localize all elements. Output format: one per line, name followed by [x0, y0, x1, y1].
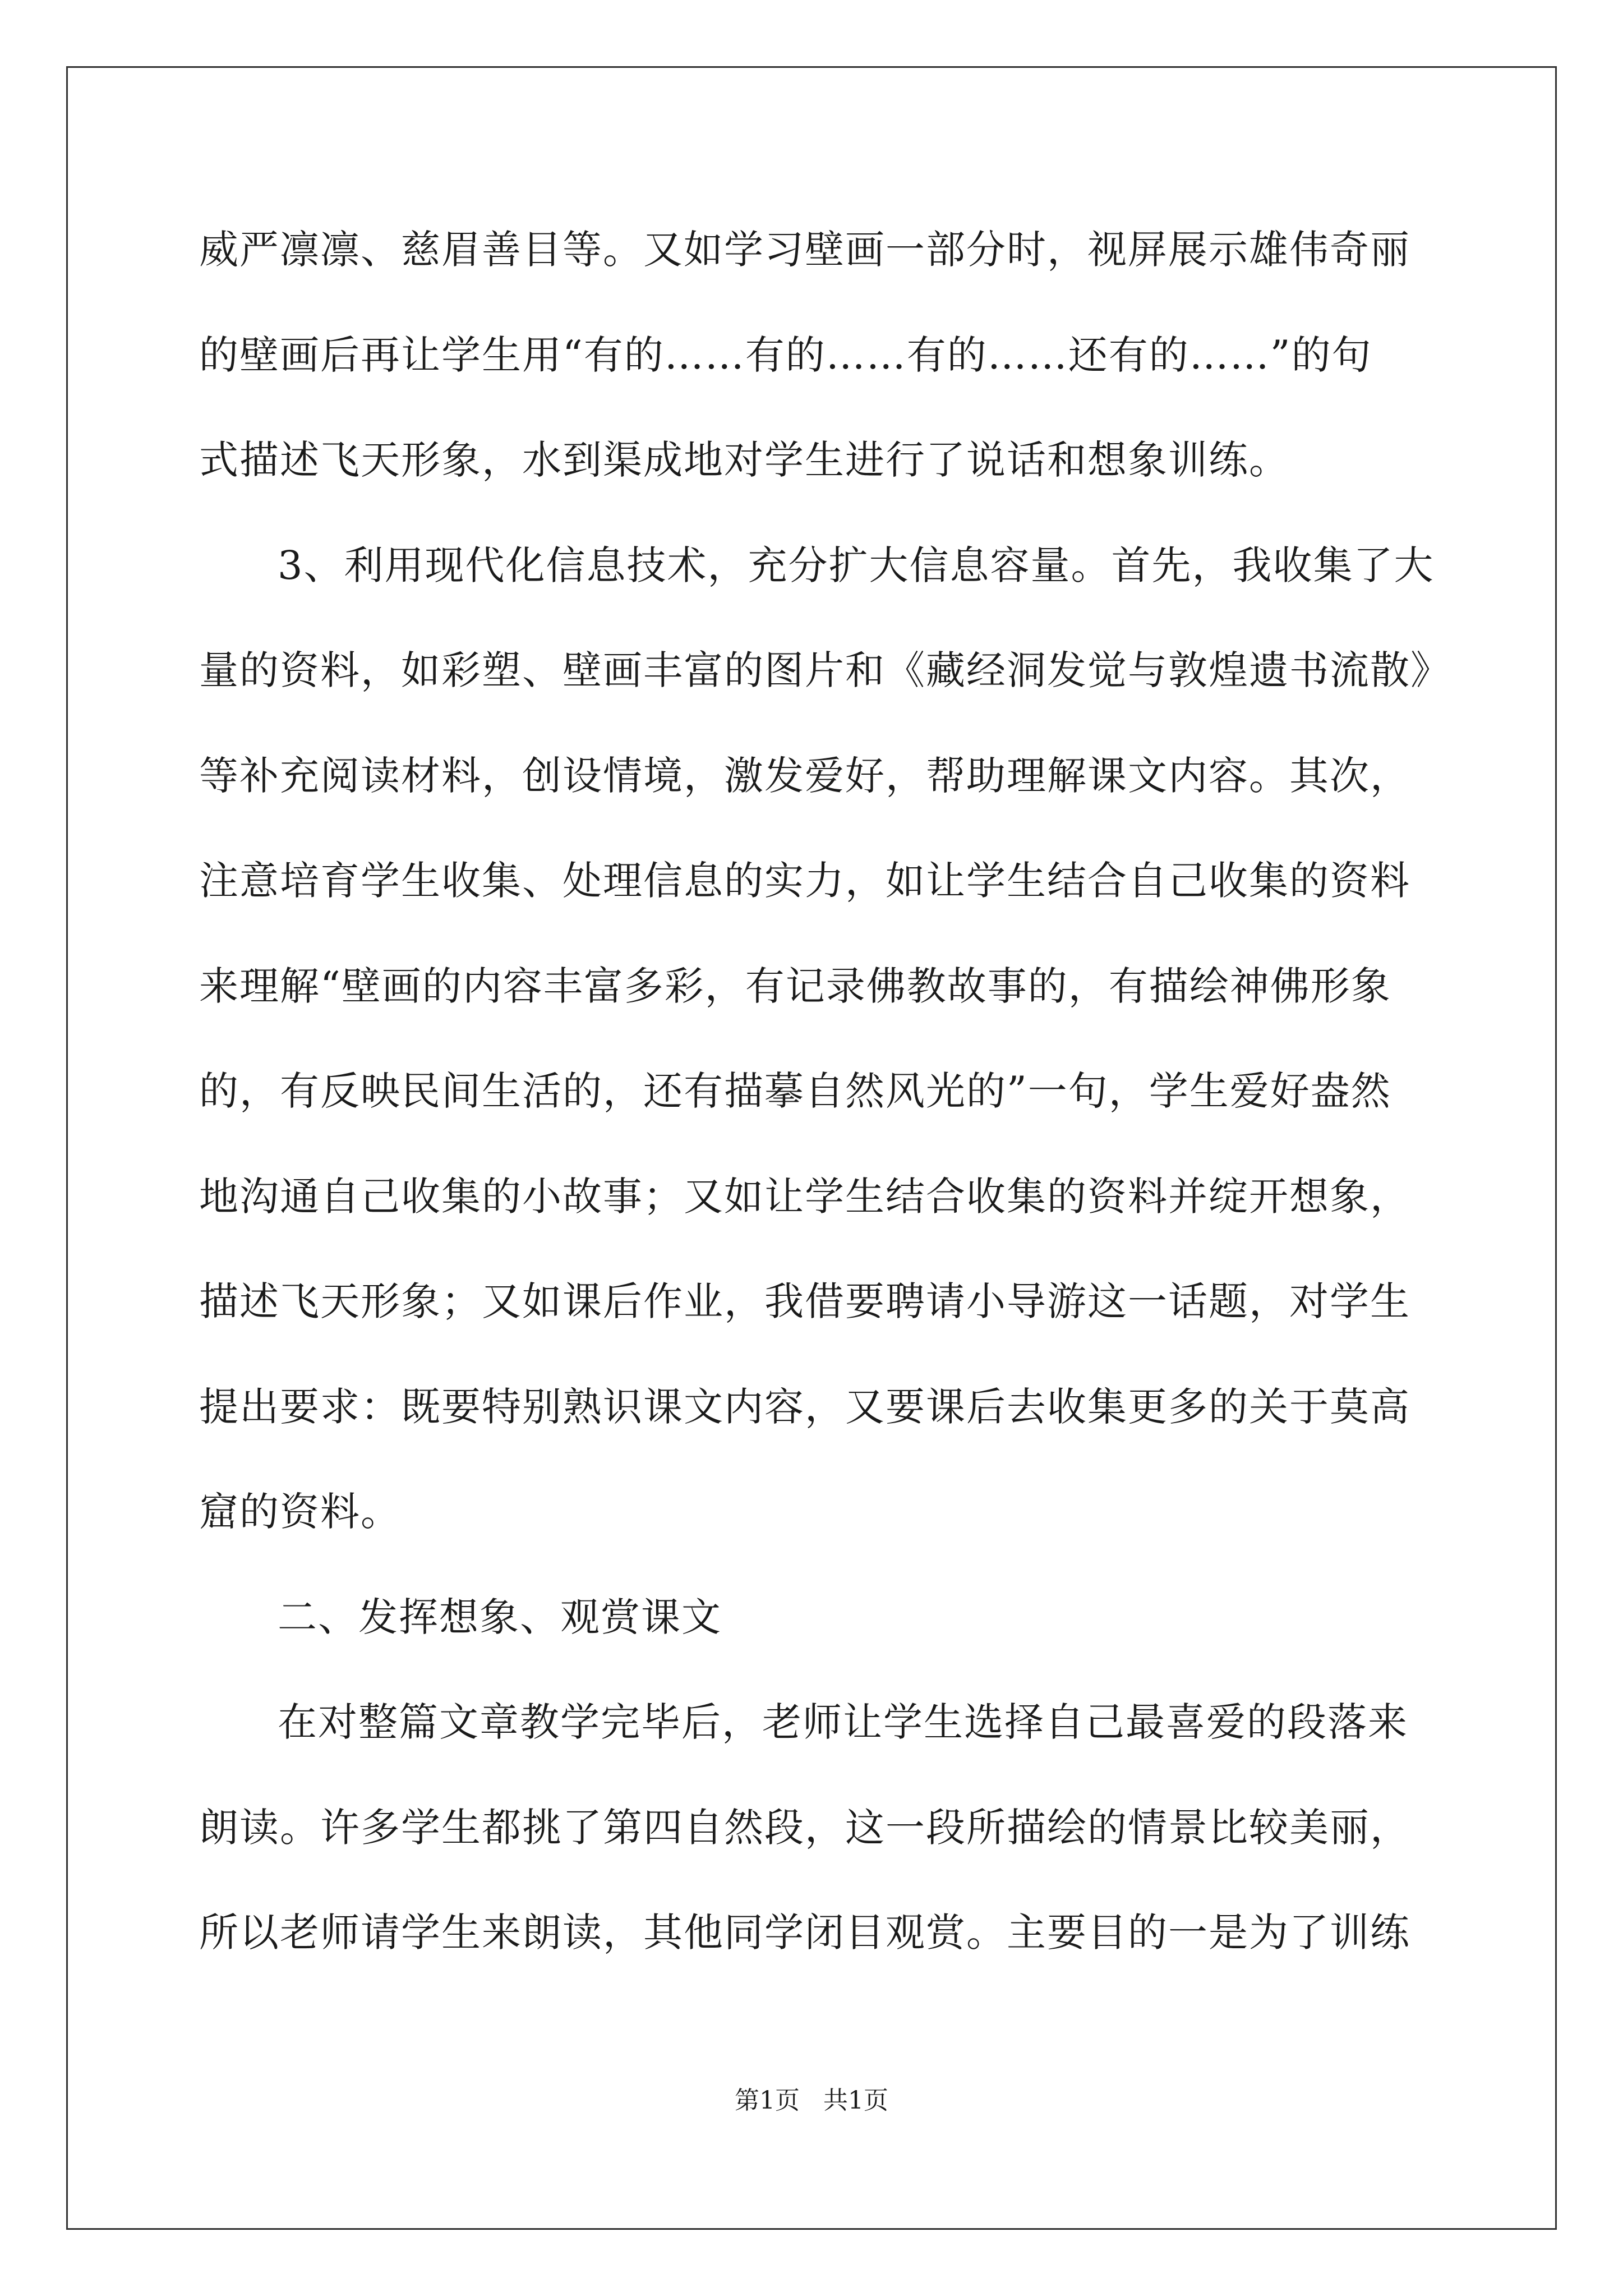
text-line: 窟的资料。 — [199, 1489, 401, 1535]
paragraph-start-line: 3、利用现代化信息技术，充分扩大信息容量。首先，我收集了大 — [278, 542, 1435, 588]
text-line: 地沟通自己收集的小故事；又如让学生结合收集的资料并绽开想象， — [199, 1173, 1410, 1220]
section-heading: 二、发挥想象、观赏课文 — [278, 1594, 722, 1640]
document-body — [199, 219, 1451, 2007]
text-line: 的，有反映民间生活的，还有描摹自然风光的”一句，学生爱好盎然 — [199, 1068, 1391, 1114]
text-line: 提出要求：既要特别熟识课文内容，又要课后去收集更多的关于莫高 — [199, 1383, 1410, 1430]
text-line: 量的资料，如彩塑、壁画丰富的图片和《藏经洞发觉与敦煌遗书流散》 — [199, 647, 1451, 693]
text-line: 描述飞天形象；又如课后作业，我借要聘请小导游这一话题，对学生 — [199, 1278, 1410, 1324]
text-line: 注意培育学生收集、处理信息的实力，如让学生结合自己收集的资料 — [199, 858, 1410, 904]
text-line: 等补充阅读材料，创设情境，激发爱好，帮助理解课文内容。其次， — [199, 752, 1410, 799]
page-number-footer: 第1页 共1页 — [735, 2086, 888, 2115]
text-line: 威严凛凛、慈眉善目等。又如学习壁画一部分时，视屏展示雄伟奇丽 — [199, 227, 1410, 273]
text-line: 的壁画后再让学生用“有的……有的……有的……还有的……”的句 — [199, 332, 1372, 378]
paragraph-start-line: 在对整篇文章教学完毕后，老师让学生选择自己最喜爱的段落来 — [278, 1699, 1408, 1745]
text-line: 所以老师请学生来朗读，其他同学闭目观赏。主要目的一是为了训练 — [199, 1910, 1410, 1955]
text-line: 来理解“壁画的内容丰富多彩，有记录佛教故事的，有描绘神佛形象 — [199, 963, 1391, 1009]
text-line: 朗读。许多学生都挑了第四自然段，这一段所描绘的情景比较美丽， — [199, 1804, 1410, 1851]
text-line: 式描述飞天形象，水到渠成地对学生进行了说话和想象训练。 — [199, 437, 1289, 483]
